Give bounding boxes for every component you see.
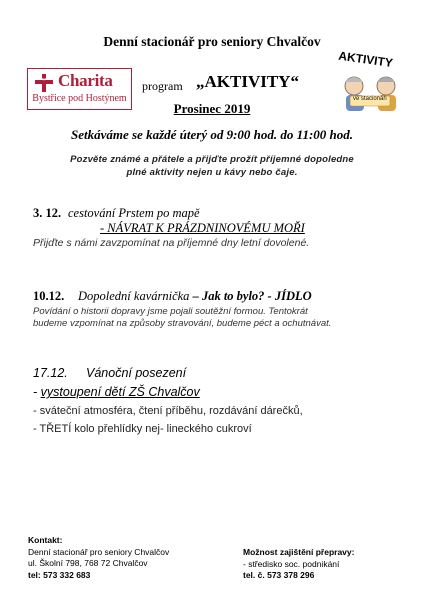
event-1-description: Přijďte s námi zavzpomínat na příjemné dny letní dovolené. [33,237,310,249]
invitation-line-2: plné aktivity nejen u kávy nebo čaje. [126,167,298,178]
event-3-subtitle [33,385,200,399]
event-3-subtitle-text: vystoupení dětí ZŠ Chvalčov [40,385,200,399]
transport-phone: tel. č. 573 378 296 [243,570,315,580]
invitation-line-1: Pozvěte známé a přátele a přijďte prožít příjemné dopoledne [70,154,354,165]
transport-heading: Možnost zajištění přepravy: [243,547,355,557]
page-title: Denní stacionář pro seniory Chvalčov [103,34,321,49]
event-1-title: cestování Prstem po mapě [68,206,200,220]
event-2-date: 10.12. [33,289,65,303]
meeting-times: Setkáváme se každé úterý od 9:00 hod. do 11:00 hod. [70,127,353,142]
event-2-title-bold: – Jak to bylo? - JÍDLO [192,289,312,303]
invitation-text [0,153,424,179]
event-3-date: 17.12. [33,366,68,380]
transport-block [243,547,354,582]
contact-line-1: Denní stacionář pro seniory Chvalčov [28,546,170,557]
logo-name: Charita [58,71,113,90]
event-3-bullet-1: - sváteční atmosféra, čtení příběhu, rozdávání dárečků, [33,405,303,417]
contact-heading: Kontakt: [28,535,63,545]
charita-cross-icon [34,73,54,93]
event-1-date: 3. 12. [33,206,62,220]
svg-text:AKTIVITY: AKTIVITY [337,48,394,71]
event-2-title-text: Dopolední kavárnička [78,289,190,303]
badge-subtitle: ve stacionáři [353,96,387,102]
aktivity-badge-illustration [332,48,408,118]
contact-phone: tel: 573 332 683 [28,569,91,580]
program-title: „AKTIVITY“ [196,72,299,91]
contact-block [28,535,169,581]
transport-line-1: - středisko soc. podnikání [243,558,340,569]
logo-town: Bystřice pod Hostýnem [32,93,127,104]
event-2-description-line-1: Povídání o historii dopravy jsme pojali soutěžní formou. Tentokrát [33,306,308,317]
event-2-description-line-2: budeme vzpomínat na způsoby stravování, budeme péct a ochutnávat. [33,318,332,329]
contact-line-2: ul. Školní 798, 768 72 Chvalčov [28,558,148,568]
event-1-subtitle: - NÁVRAT K PRÁZDNINOVÉMU MOŘI [100,221,305,235]
event-2-description [33,306,413,330]
event-2-title [78,289,312,304]
event-3-bullet-2: - TŘETÍ kolo přehlídky nej- lineckého cukroví [33,423,252,435]
month-heading: Prosinec 2019 [173,101,251,116]
program-label: program [142,79,183,93]
event-3-title: Vánoční posezení [86,366,187,380]
event-3-subtitle-prefix: - [33,385,41,399]
